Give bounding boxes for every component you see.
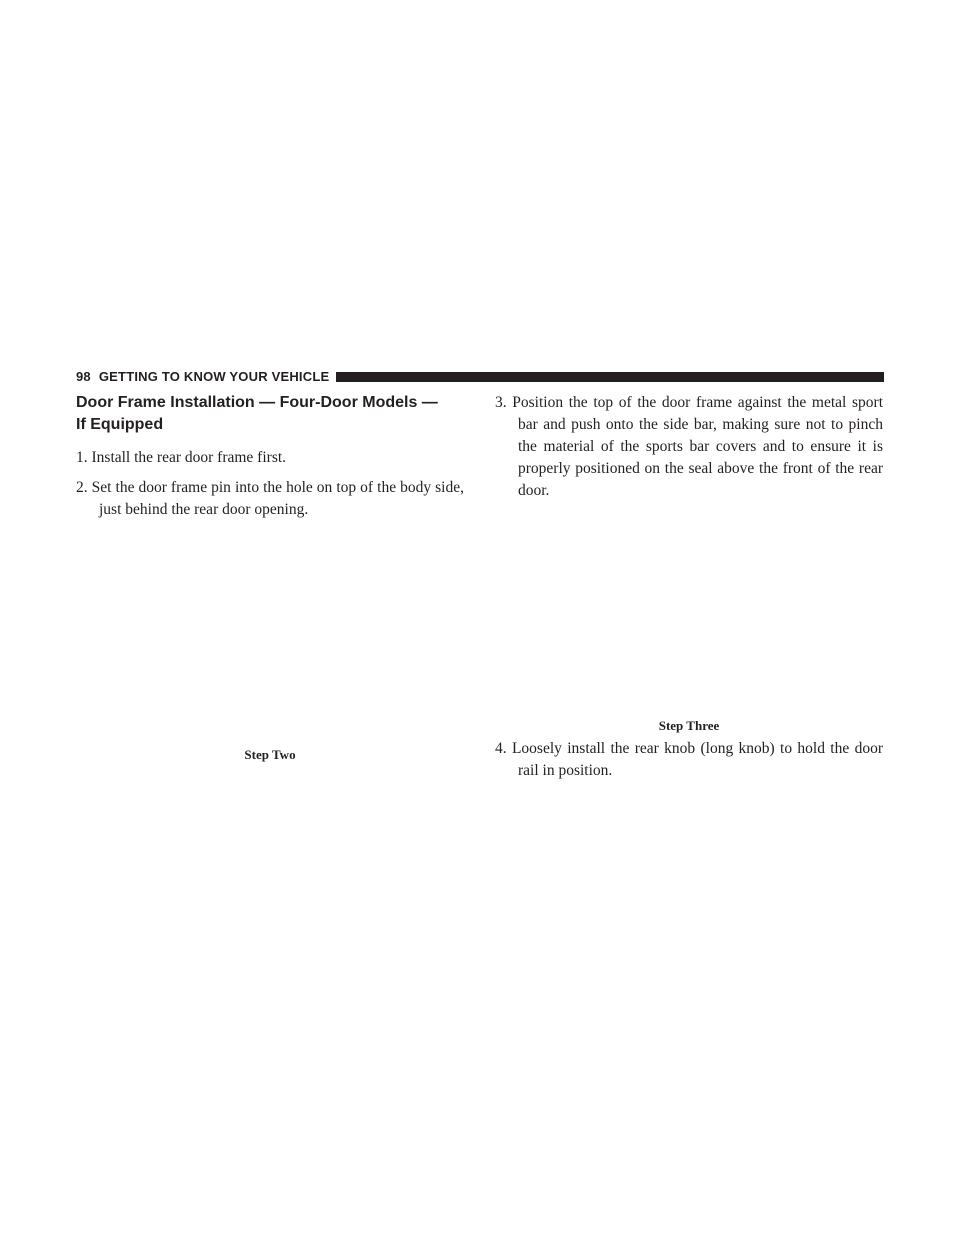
page-number: 98 — [76, 369, 91, 384]
figure-step-three — [495, 502, 883, 718]
step-1: 1. Install the rear door frame first. — [76, 449, 287, 466]
step-3: 3. Position the top of the door frame against the metal sport bar and push onto the side bar, making sure not to pinch the material of the sports bar covers and to ensure it is properly positioned on the seal above the front of the rear door. — [495, 394, 883, 499]
section-heading — [76, 392, 464, 436]
heading-line-2: If Equipped — [76, 416, 164, 433]
step-4: 4. Loosely install the rear knob (long knob) to hold the door rail in position. — [495, 740, 883, 779]
figure-step-two — [76, 521, 464, 747]
section-title: GETTING TO KNOW YOUR VEHICLE — [98, 369, 330, 384]
page-header — [76, 368, 884, 386]
heading-line-1: Door Frame Installation — Four-Door Models — — [76, 394, 438, 411]
step-2: 2. Set the door frame pin into the hole on top of the body side, just behind the rear door opening. — [76, 479, 464, 518]
figure-caption-step-two: Step Two — [244, 747, 296, 762]
right-column — [495, 392, 883, 782]
header-rule — [336, 372, 884, 382]
figure-caption-step-three: Step Three — [658, 718, 720, 733]
left-column — [76, 392, 464, 763]
